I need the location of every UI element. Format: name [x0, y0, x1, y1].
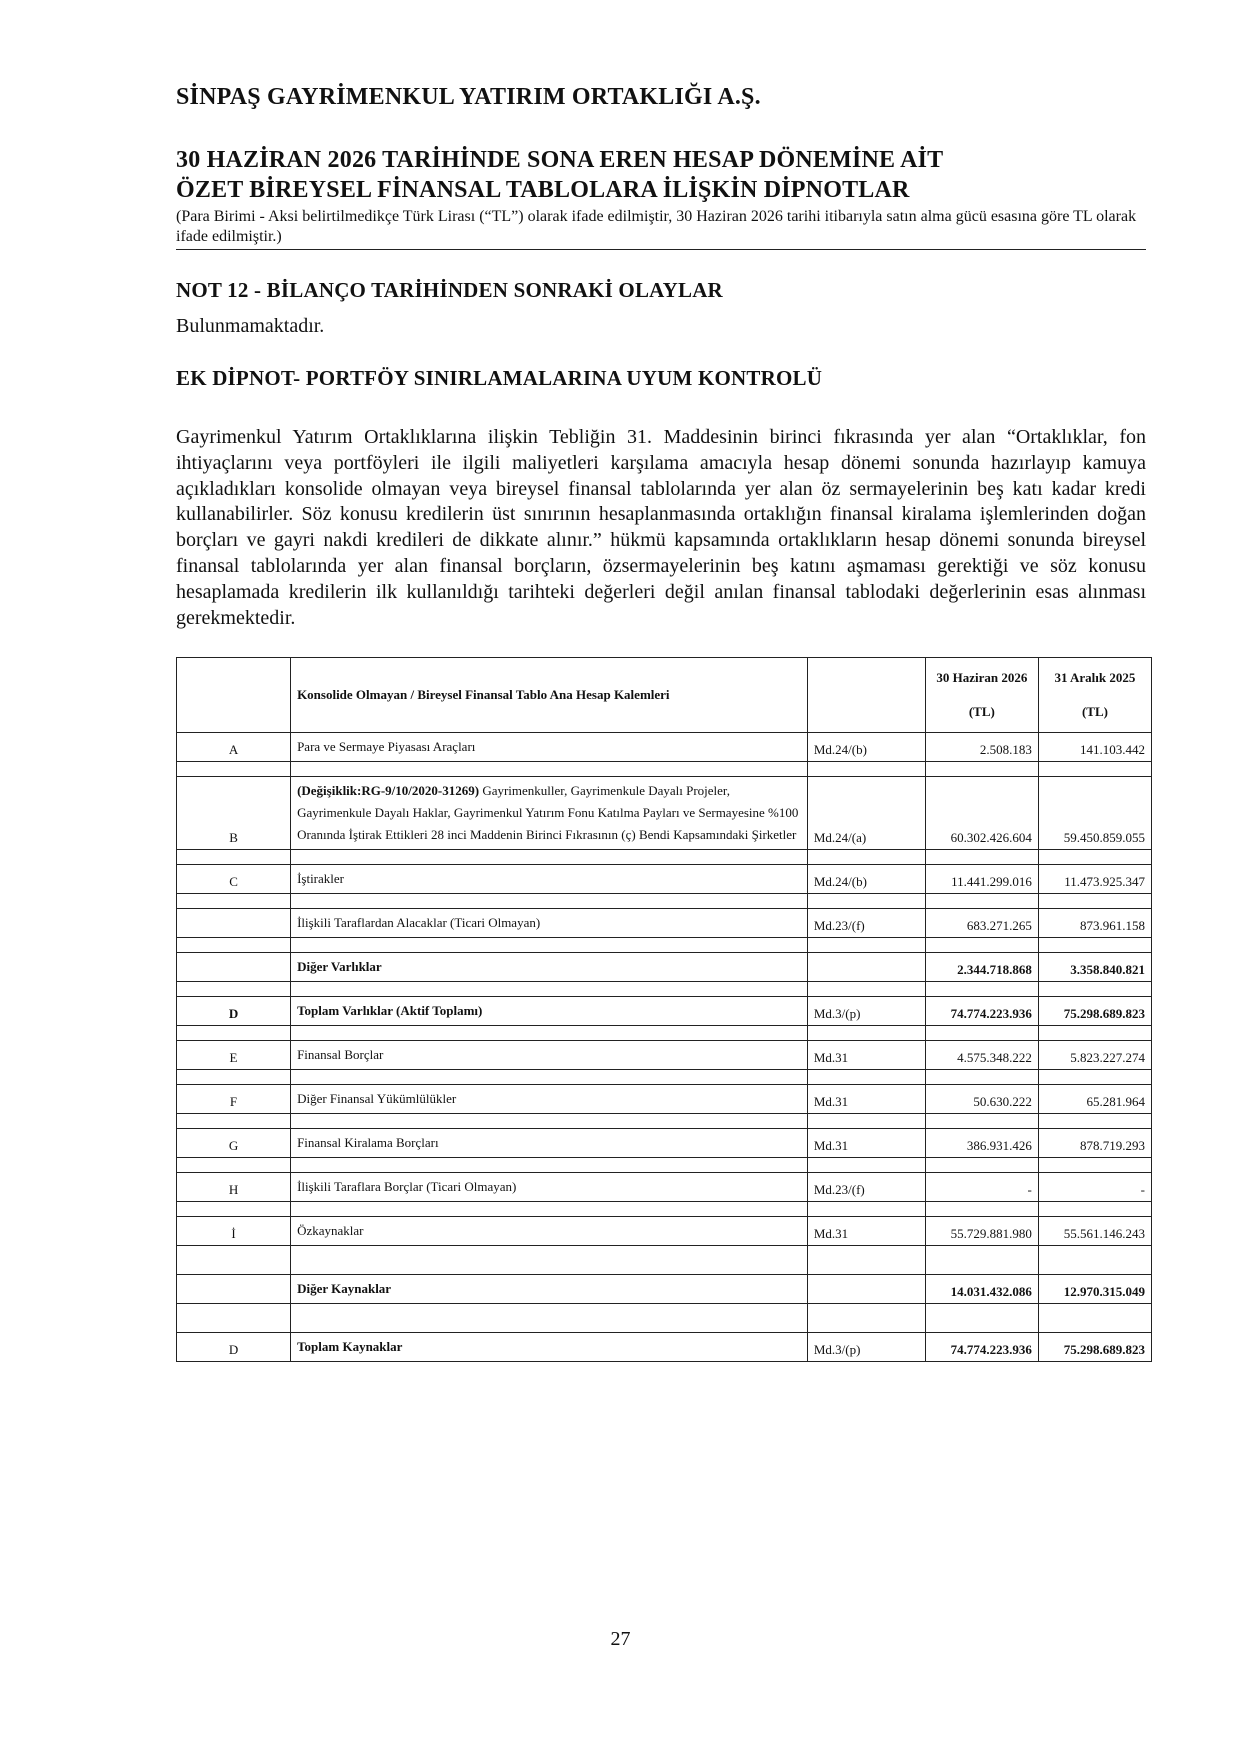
table-row — [177, 1085, 1152, 1114]
spacer-row — [177, 1246, 1152, 1275]
table-header-row — [177, 658, 1152, 733]
header-2025-cell — [1038, 658, 1151, 733]
spacer-cell — [925, 1246, 1038, 1275]
spacer-row — [177, 1070, 1152, 1085]
spacer-cell — [177, 1026, 291, 1041]
account-description-cell — [291, 953, 808, 982]
account-description-cell — [291, 1173, 808, 1202]
spacer-cell — [177, 894, 291, 909]
spacer-cell — [925, 1304, 1038, 1333]
spacer-cell — [177, 1070, 291, 1085]
header-2026-cell — [925, 658, 1038, 733]
spacer-cell — [1038, 1114, 1151, 1129]
spacer-cell — [291, 1304, 808, 1333]
spacer-cell — [177, 1158, 291, 1173]
value-2025-cell: 55.561.146.243 — [1038, 1217, 1151, 1246]
ek-dipnot-heading: EK DİPNOT- PORTFÖY SINIRLAMALARINA UYUM KONTROLÜ — [176, 366, 823, 390]
table-row — [177, 865, 1152, 894]
row-label-cell: G — [177, 1129, 291, 1158]
account-description-cell — [291, 1333, 808, 1362]
account-description-text: Gayrimenkuller, Gayrimenkule Dayalı Projeler, Gayrimenkule Dayalı Haklar, Gayrimenkul Yatırım Fonu Katılma Payları ve Sermayesine %100 Oranında İştirak Ettikleri 28 inci Maddenin Birinci Fıkrasının (ç) Bendi Kapsamındaki Şirketler — [297, 783, 799, 842]
account-description-text: Diğer Kaynaklar — [297, 1281, 392, 1296]
row-label-cell: A — [177, 733, 291, 762]
spacer-cell — [807, 1158, 925, 1173]
table-row — [177, 777, 1152, 850]
spacer-row — [177, 894, 1152, 909]
value-2025-cell: 878.719.293 — [1038, 1129, 1151, 1158]
spacer-cell — [925, 850, 1038, 865]
account-description-text: Finansal Borçlar — [297, 1047, 384, 1062]
table-row — [177, 997, 1152, 1026]
spacer-cell — [925, 1158, 1038, 1173]
spacer-cell — [177, 1114, 291, 1129]
row-label-cell: C — [177, 865, 291, 894]
spacer-cell — [291, 1026, 808, 1041]
spacer-cell — [1038, 1246, 1151, 1275]
spacer-cell — [807, 1202, 925, 1217]
row-label-cell: D — [177, 1333, 291, 1362]
reference-cell: Md.31 — [807, 1129, 925, 1158]
document-title-line2: ÖZET BİREYSEL FİNANSAL TABLOLARA İLİŞKİN DİPNOTLAR — [176, 177, 910, 203]
value-2026-cell: 74.774.223.936 — [925, 997, 1038, 1026]
spacer-cell — [1038, 982, 1151, 997]
header-reference-cell — [807, 658, 925, 733]
spacer-row — [177, 1158, 1152, 1173]
header-label-cell — [177, 658, 291, 733]
value-2025-cell: - — [1038, 1173, 1151, 1202]
value-2025-cell: 11.473.925.347 — [1038, 865, 1151, 894]
spacer-cell — [177, 1202, 291, 1217]
reference-cell: Md.23/(f) — [807, 1173, 925, 1202]
value-2026-cell: - — [925, 1173, 1038, 1202]
spacer-cell — [925, 1114, 1038, 1129]
spacer-cell — [291, 894, 808, 909]
spacer-cell — [291, 1246, 808, 1275]
header-2026-date: 30 Haziran 2026 — [936, 670, 1028, 685]
account-description-cell — [291, 1275, 808, 1304]
spacer-cell — [1038, 762, 1151, 777]
spacer-row — [177, 1202, 1152, 1217]
spacer-cell — [925, 1202, 1038, 1217]
reference-cell: Md.24/(b) — [807, 865, 925, 894]
row-label-cell — [177, 953, 291, 982]
spacer-cell — [177, 982, 291, 997]
amendment-reference: (Değişiklik:RG-9/10/2020-31269) — [297, 783, 480, 798]
spacer-cell — [925, 938, 1038, 953]
account-description-text: Diğer Varlıklar — [297, 959, 382, 974]
spacer-cell — [1038, 1026, 1151, 1041]
spacer-cell — [1038, 1304, 1151, 1333]
spacer-cell — [291, 1114, 808, 1129]
value-2026-cell: 4.575.348.222 — [925, 1041, 1038, 1070]
spacer-cell — [807, 1304, 925, 1333]
spacer-cell — [177, 762, 291, 777]
row-label-cell: B — [177, 777, 291, 850]
table-row — [177, 1129, 1152, 1158]
value-2025-cell: 5.823.227.274 — [1038, 1041, 1151, 1070]
account-description-cell — [291, 1129, 808, 1158]
table-row — [177, 733, 1152, 762]
table-row — [177, 1275, 1152, 1304]
spacer-cell — [925, 982, 1038, 997]
spacer-cell — [925, 894, 1038, 909]
spacer-cell — [807, 894, 925, 909]
table-row — [177, 909, 1152, 938]
account-description-text: Diğer Finansal Yükümlülükler — [297, 1091, 457, 1106]
row-label-cell: E — [177, 1041, 291, 1070]
row-label-cell — [177, 1275, 291, 1304]
spacer-cell — [1038, 938, 1151, 953]
spacer-cell — [177, 850, 291, 865]
reference-cell: Md.24/(a) — [807, 777, 925, 850]
document-page — [176, 84, 1146, 631]
spacer-row — [177, 982, 1152, 997]
value-2025-cell: 65.281.964 — [1038, 1085, 1151, 1114]
spacer-cell — [1038, 1070, 1151, 1085]
row-label-cell: H — [177, 1173, 291, 1202]
value-2025-cell: 141.103.442 — [1038, 733, 1151, 762]
account-description-text: Toplam Kaynaklar — [297, 1339, 403, 1354]
spacer-cell — [1038, 1202, 1151, 1217]
value-2026-cell: 2.344.718.868 — [925, 953, 1038, 982]
spacer-cell — [291, 982, 808, 997]
account-description-text: İlişkili Taraflardan Alacaklar (Ticari Olmayan) — [297, 915, 541, 930]
account-description-text: İştirakler — [297, 871, 344, 886]
account-description-cell — [291, 865, 808, 894]
account-description-cell — [291, 777, 808, 850]
reference-cell: Md.3/(p) — [807, 997, 925, 1026]
spacer-row — [177, 850, 1152, 865]
note12-body: Bulunmamaktadır. — [176, 315, 325, 337]
value-2026-cell: 74.774.223.936 — [925, 1333, 1038, 1362]
account-description-text: Özkaynaklar — [297, 1223, 364, 1238]
value-2026-cell: 50.630.222 — [925, 1085, 1038, 1114]
company-name: SİNPAŞ GAYRİMENKUL YATIRIM ORTAKLIĞI A.Ş. — [176, 84, 761, 110]
reference-cell: Md.31 — [807, 1085, 925, 1114]
header-2025-date: 31 Aralık 2025 — [1054, 670, 1136, 685]
spacer-cell — [1038, 894, 1151, 909]
value-2026-cell: 55.729.881.980 — [925, 1217, 1038, 1246]
value-2025-cell: 12.970.315.049 — [1038, 1275, 1151, 1304]
spacer-cell — [1038, 1158, 1151, 1173]
value-2025-cell: 873.961.158 — [1038, 909, 1151, 938]
spacer-cell — [925, 762, 1038, 777]
value-2026-cell: 11.441.299.016 — [925, 865, 1038, 894]
spacer-row — [177, 762, 1152, 777]
table-row — [177, 1333, 1152, 1362]
spacer-cell — [807, 938, 925, 953]
account-description-text: Finansal Kiralama Borçları — [297, 1135, 439, 1150]
value-2025-cell: 3.358.840.821 — [1038, 953, 1151, 982]
header-2025-unit: (TL) — [1081, 704, 1108, 719]
spacer-cell — [291, 938, 808, 953]
reference-cell — [807, 1275, 925, 1304]
spacer-cell — [291, 762, 808, 777]
account-description-cell — [291, 1085, 808, 1114]
portfolio-compliance-table — [176, 657, 1152, 1362]
table-row — [177, 953, 1152, 982]
account-description-cell — [291, 1217, 808, 1246]
spacer-cell — [807, 1026, 925, 1041]
ek-dipnot-paragraph: Gayrimenkul Yatırım Ortaklıklarına ilişkin Tebliğin 31. Maddesinin birinci fıkrasında yer alan “Ortaklıklar, fon ihtiyaçlarını veya portföyleri ile ilgili maliyetleri karşılama amacıyla hesap dönemi sonunda hazırlayıp kamuya açıkladıkları konsolide olmayan veya bireysel finansal tablolarında yer alan öz sermayelerinin beş katı kadar kredi kullanabilirler. Söz konusu kredilerin üst sınırının hesaplanmasında ortaklığın finansal kiralama işlemlerinden doğan borçları ve gayri nakdi kredileri de dikkate alınır.” hükmü kapsamında ortaklıkların hesap dönemi sonunda bireysel finansal tablolarında yer alan finansal borçların, özsermayelerinin beş katını aşmaması gerektiği ve söz konusu hesaplamada kredilerin ilk kullanıldığı tarihteki değerleri değil anılan finansal tablodaki değerlerinin esas alınması gerekmektedir. — [176, 426, 1146, 629]
spacer-cell — [291, 850, 808, 865]
value-2026-cell: 2.508.183 — [925, 733, 1038, 762]
account-description-cell — [291, 733, 808, 762]
row-label-cell — [177, 909, 291, 938]
currency-note: (Para Birimi - Aksi belirtilmedikçe Türk Lirası (“TL”) olarak ifade edilmiştir, 30 Haziran 2026 tarihi itibarıyla satın alma gücü esasına göre TL olarak ifade edilmiştir.) — [176, 207, 1146, 250]
spacer-cell — [807, 1246, 925, 1275]
header-2026-unit: (TL) — [968, 704, 995, 719]
header-description-cell: Konsolide Olmayan / Bireysel Finansal Tablo Ana Hesap Kalemleri — [291, 658, 808, 733]
table-body — [177, 733, 1152, 1362]
spacer-row — [177, 938, 1152, 953]
reference-cell: Md.23/(f) — [807, 909, 925, 938]
spacer-cell — [291, 1158, 808, 1173]
note12-heading: NOT 12 - BİLANÇO TARİHİNDEN SONRAKİ OLAYLAR — [176, 278, 723, 302]
account-description-cell — [291, 1041, 808, 1070]
spacer-row — [177, 1304, 1152, 1333]
spacer-cell — [807, 850, 925, 865]
account-description-text: Para ve Sermaye Piyasası Araçları — [297, 739, 476, 754]
reference-cell — [807, 953, 925, 982]
value-2026-cell: 683.271.265 — [925, 909, 1038, 938]
spacer-cell — [807, 1070, 925, 1085]
spacer-cell — [291, 1070, 808, 1085]
document-title-line1: 30 HAZİRAN 2026 TARİHİNDE SONA EREN HESAP DÖNEMİNE AİT — [176, 147, 944, 173]
account-description-cell — [291, 909, 808, 938]
spacer-cell — [291, 1202, 808, 1217]
spacer-cell — [807, 982, 925, 997]
table-row — [177, 1173, 1152, 1202]
spacer-cell — [177, 1304, 291, 1333]
value-2026-cell: 386.931.426 — [925, 1129, 1038, 1158]
spacer-cell — [925, 1070, 1038, 1085]
spacer-cell — [807, 1114, 925, 1129]
reference-cell: Md.31 — [807, 1217, 925, 1246]
value-2026-cell: 60.302.426.604 — [925, 777, 1038, 850]
page-number: 27 — [610, 1628, 631, 1650]
account-description-text: İlişkili Taraflara Borçlar (Ticari Olmayan) — [297, 1179, 517, 1194]
account-description-cell — [291, 997, 808, 1026]
table-row — [177, 1217, 1152, 1246]
value-2025-cell: 75.298.689.823 — [1038, 1333, 1151, 1362]
row-label-cell: İ — [177, 1217, 291, 1246]
spacer-row — [177, 1026, 1152, 1041]
account-description-text: Toplam Varlıklar (Aktif Toplamı) — [297, 1003, 483, 1018]
spacer-row — [177, 1114, 1152, 1129]
spacer-cell — [177, 938, 291, 953]
reference-cell: Md.24/(b) — [807, 733, 925, 762]
row-label-cell: D — [177, 997, 291, 1026]
spacer-cell — [807, 762, 925, 777]
spacer-cell — [1038, 850, 1151, 865]
row-label-cell: F — [177, 1085, 291, 1114]
reference-cell: Md.3/(p) — [807, 1333, 925, 1362]
value-2026-cell: 14.031.432.086 — [925, 1275, 1038, 1304]
value-2025-cell: 59.450.859.055 — [1038, 777, 1151, 850]
spacer-cell — [925, 1026, 1038, 1041]
table-row — [177, 1041, 1152, 1070]
reference-cell: Md.31 — [807, 1041, 925, 1070]
spacer-cell — [177, 1246, 291, 1275]
value-2025-cell: 75.298.689.823 — [1038, 997, 1151, 1026]
